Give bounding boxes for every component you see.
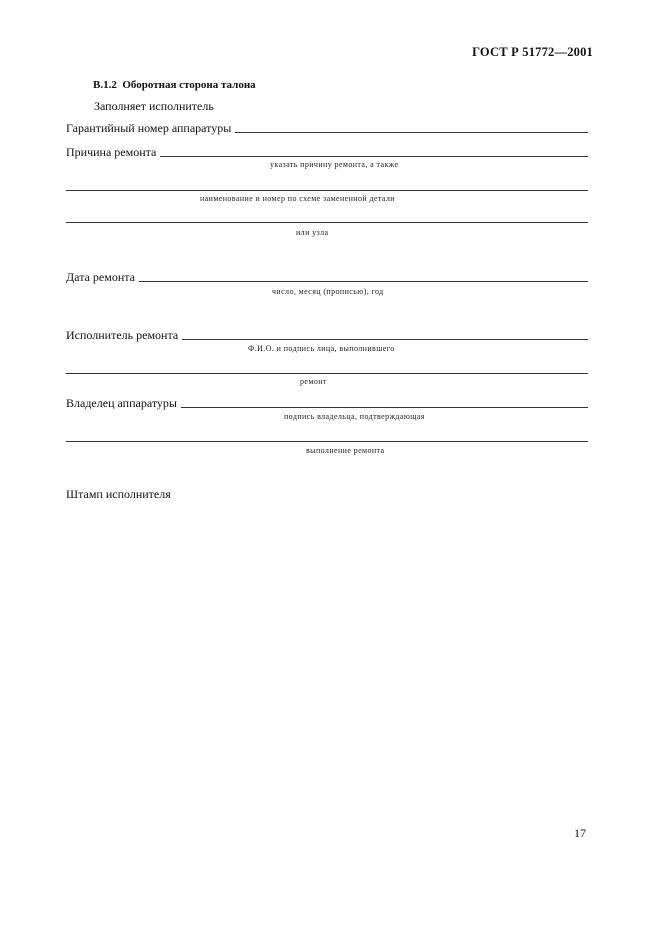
owner-hint-2: выполнение ремонта xyxy=(306,446,385,455)
page-number: 17 xyxy=(574,826,586,840)
repair-reason-hint-1: указать причину ремонта, а также xyxy=(270,160,399,169)
stamp-label: Штамп исполнителя xyxy=(66,487,171,501)
section-number: В.1.2 xyxy=(93,79,117,91)
owner-line xyxy=(181,407,588,408)
repair-executor-hint-1: Ф.И.О. и подпись лица, выполнившего xyxy=(248,344,395,353)
repair-reason-field xyxy=(66,145,588,159)
repair-executor-field xyxy=(66,328,588,342)
repair-executor-hint-2: ремонт xyxy=(300,377,327,386)
warranty-number-field xyxy=(66,121,588,135)
filled-by-text: Заполняет исполнитель xyxy=(94,99,214,113)
repair-reason-line-2 xyxy=(66,179,588,193)
repair-reason-label: Причина ремонта xyxy=(66,145,157,159)
repair-executor-line xyxy=(182,339,588,340)
repair-reason-hint-3: или узла xyxy=(296,228,329,237)
section-heading xyxy=(93,79,256,91)
repair-executor-line-2 xyxy=(66,362,588,376)
repair-date-label: Дата ремонта xyxy=(66,270,135,284)
repair-date-line xyxy=(139,281,588,282)
repair-executor-label: Исполнитель ремонта xyxy=(66,328,179,342)
blank-line xyxy=(66,373,588,374)
owner-field xyxy=(66,396,588,410)
blank-line xyxy=(66,441,588,442)
repair-reason-hint-2: наименование и номер по схеме замененной детали xyxy=(200,194,395,203)
repair-reason-line-3 xyxy=(66,211,588,225)
blank-line xyxy=(66,222,588,223)
owner-label: Владелец аппаратуры xyxy=(66,396,177,410)
owner-hint-1: подпись владельца, подтверждающая xyxy=(284,412,425,421)
owner-line-2 xyxy=(66,430,588,444)
repair-reason-line xyxy=(160,156,588,157)
document-code: ГОСТ Р 51772—2001 xyxy=(472,45,593,59)
repair-date-field xyxy=(66,270,588,284)
warranty-number-line xyxy=(235,132,588,133)
blank-line xyxy=(66,190,588,191)
warranty-number-label: Гарантийный номер аппаратуры xyxy=(66,121,232,135)
repair-date-hint: число, месяц (прописью), год xyxy=(272,287,384,296)
section-title: Оборотная сторона талона xyxy=(122,79,256,91)
